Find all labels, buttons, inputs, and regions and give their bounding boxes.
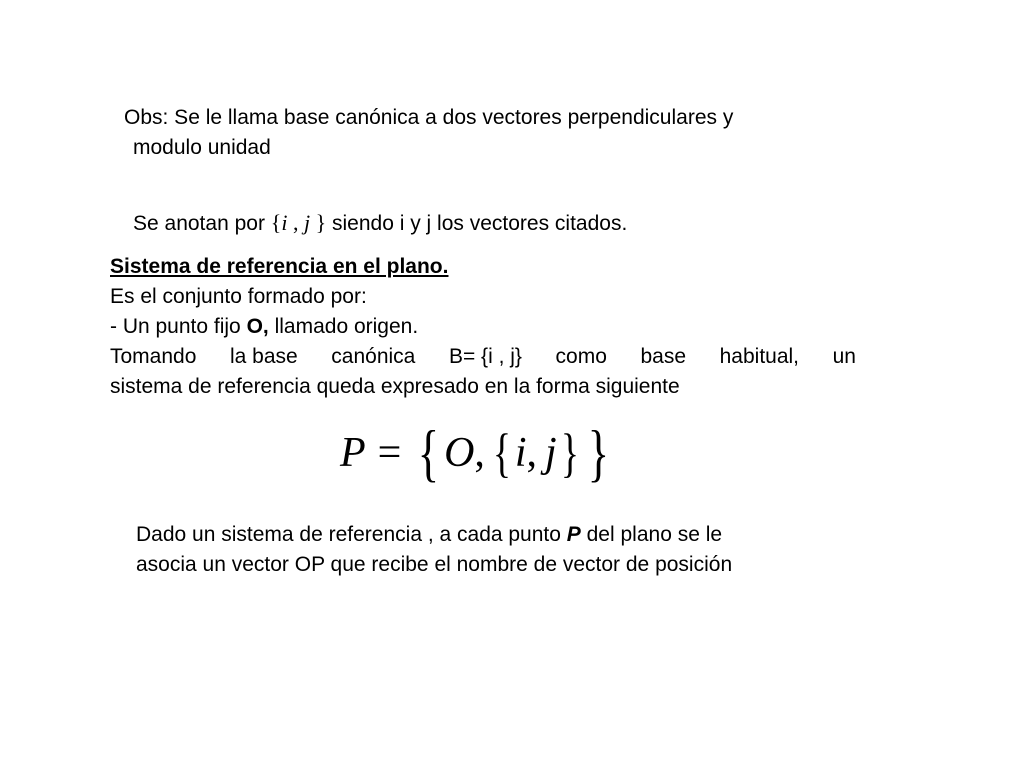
notation-open-brace: { bbox=[270, 210, 282, 235]
word: un bbox=[832, 345, 856, 368]
dado-line-1-prefix: Dado un sistema de referencia , a cada punto bbox=[136, 523, 567, 546]
word: base bbox=[640, 345, 687, 368]
section-heading: Sistema de referencia en el plano. bbox=[110, 255, 449, 278]
dado-line-2: asocia un vector OP que recibe el nombre de vector de posición bbox=[136, 553, 733, 576]
word: B= {i , j} bbox=[448, 345, 522, 368]
formula-equals: = bbox=[377, 430, 402, 476]
dado-line-1 bbox=[136, 520, 722, 550]
sistema-line-4: sistema de referencia queda expresado en la forma siguiente bbox=[110, 375, 680, 398]
obs-line-2: modulo unidad bbox=[133, 136, 271, 159]
notation-comma: , bbox=[287, 210, 304, 235]
word: habitual, bbox=[719, 345, 800, 368]
word: Tomando bbox=[110, 345, 197, 368]
word: la base bbox=[229, 345, 298, 368]
point-P-label: P bbox=[566, 523, 581, 546]
sistema-line-1: Es el conjunto formado por: bbox=[110, 285, 367, 308]
notation-close-brace: } bbox=[310, 210, 327, 235]
reference-system-formula bbox=[340, 418, 613, 488]
formula-O: O bbox=[444, 430, 475, 476]
formula-i: i bbox=[514, 430, 527, 476]
origin-label: O, bbox=[246, 315, 269, 338]
obs-line-1: Obs: Se le llama base canónica a dos vectores perpendiculares y bbox=[124, 106, 734, 129]
formula-j: j bbox=[545, 430, 557, 476]
sistema-line-2-suffix: llamado origen. bbox=[268, 315, 419, 338]
notation-suffix: siendo i y j los vectores citados. bbox=[326, 212, 628, 235]
notation-prefix: Se anotan por bbox=[133, 212, 271, 235]
formula-P: P bbox=[340, 430, 366, 476]
formula-comma-1: , bbox=[474, 430, 485, 476]
formula-outer-close-brace: } bbox=[587, 417, 609, 488]
dado-line-1-suffix: del plano se le bbox=[580, 523, 723, 546]
notation-i: i bbox=[281, 210, 288, 235]
formula-outer-open-brace: { bbox=[417, 417, 440, 488]
sistema-line-2-prefix: - Un punto fijo bbox=[110, 315, 247, 338]
formula-inner-open-brace: { bbox=[492, 423, 511, 483]
notation-line bbox=[133, 208, 627, 239]
formula-comma-2: , bbox=[526, 430, 537, 476]
word: canónica bbox=[331, 345, 416, 368]
sistema-line-2 bbox=[110, 312, 418, 342]
sistema-line-3 bbox=[110, 342, 856, 372]
formula-inner-close-brace: } bbox=[560, 423, 579, 483]
word: como bbox=[555, 345, 607, 368]
notation-j: j bbox=[303, 210, 311, 235]
